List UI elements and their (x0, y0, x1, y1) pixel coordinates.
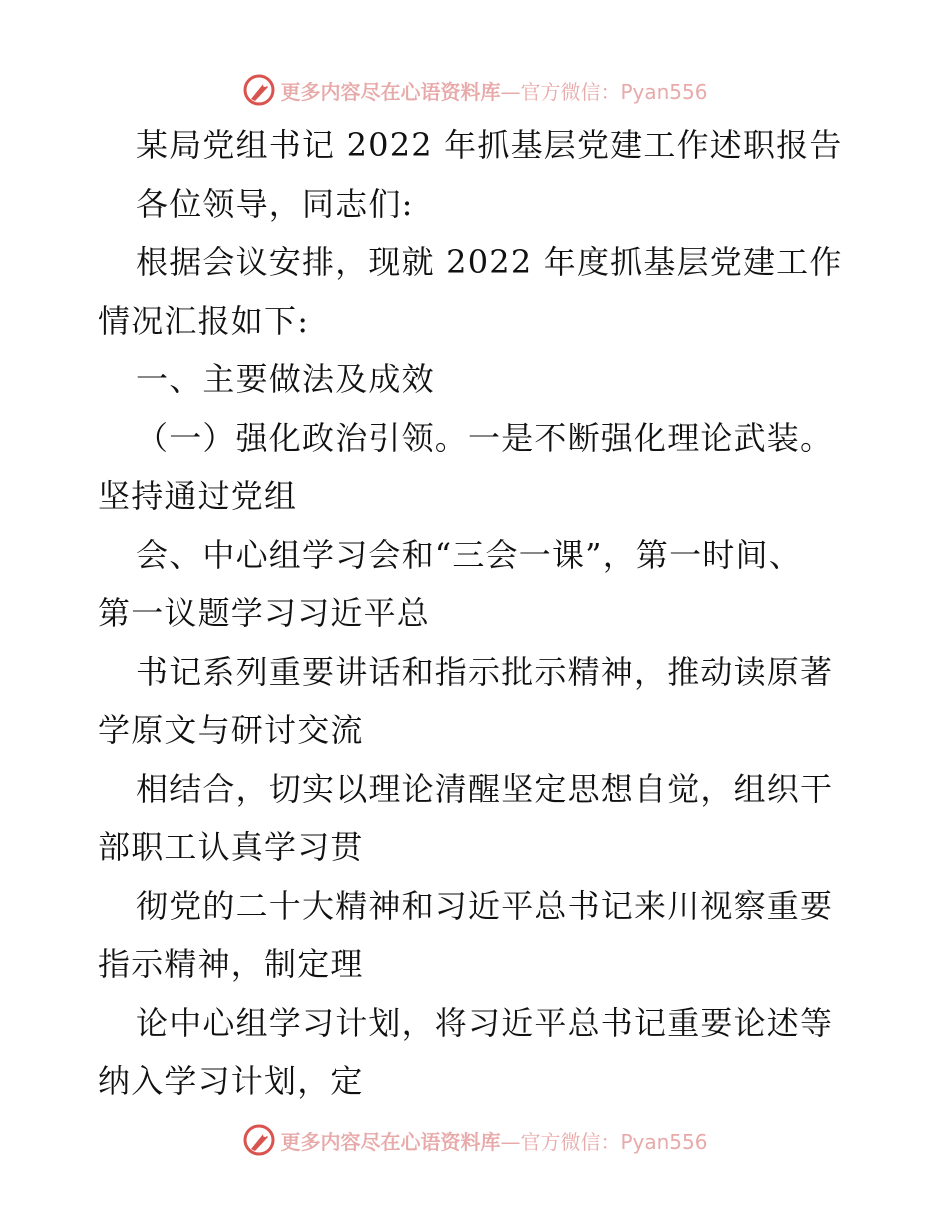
paragraph-line: 根据会议安排，现就 2022 年度抓基层党建工作 (136, 243, 843, 281)
paragraph-line: 坚持通过党组 (98, 477, 298, 515)
paragraph-line: （一）强化政治引领。一是不断强化理论武装。 (136, 418, 834, 457)
watermark-brand-text: 更多内容尽在心语资料库 (280, 1129, 501, 1154)
salutation: 各位领导，同志们: (136, 184, 414, 223)
footer-watermark-banner (0, 1120, 950, 1160)
paragraph-line: 学原文与研讨交流 (98, 711, 364, 749)
paragraph-line: 相结合，切实以理论清醒坚定思想自觉，组织干 (136, 769, 834, 808)
pen-nib-logo-icon (242, 1123, 276, 1157)
paragraph-line: 纳入学习计划，定 (98, 1062, 364, 1100)
watermark-contact-text: —官方微信：Pyan556 (500, 1129, 708, 1154)
paragraph-line: 论中心组学习计划，将习近平总书记重要论述等 (136, 1003, 834, 1042)
paragraph-line: 指示精神，制定理 (98, 945, 364, 983)
watermark-contact-text: —官方微信：Pyan556 (500, 79, 708, 104)
watermark-brand-text: 更多内容尽在心语资料库 (280, 79, 501, 104)
paragraph-line: 部职工认真学习贯 (98, 828, 364, 866)
document-body (98, 116, 858, 1111)
section-heading: 一、主要做法及成效 (136, 360, 435, 398)
header-watermark-banner (0, 70, 950, 110)
paragraph-line: 彻党的二十大精神和习近平总书记来川视察重要 (136, 886, 834, 925)
document-title: 某局党组书记 2022 年抓基层党建工作述职报告 (136, 126, 843, 164)
pen-nib-logo-icon (242, 73, 276, 107)
paragraph-line: 第一议题学习习近平总 (98, 594, 431, 632)
paragraph-line: 书记系列重要讲话和指示批示精神，推动读原著 (136, 652, 834, 691)
paragraph-line: 情况汇报如下: (98, 301, 310, 340)
paragraph-line: 会、中心组学习会和“三会一课”，第一时间、 (136, 535, 802, 574)
